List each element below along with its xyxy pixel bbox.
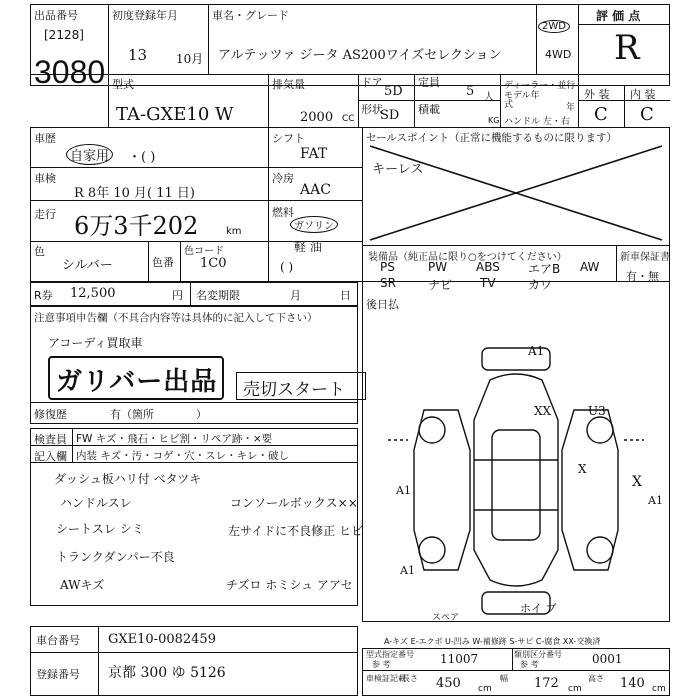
warranty-label: 新車保証書 — [620, 252, 670, 263]
fuel-label: 燃料 — [272, 206, 294, 219]
dealer-label: ディーラー・並行 — [504, 81, 576, 91]
history-paren: ・( ) — [128, 150, 156, 165]
color-code: 1C0 — [200, 256, 227, 271]
class-no-label: 類別区分番号 — [514, 650, 562, 659]
drive-2wd: 2WD — [538, 20, 570, 33]
car-diagram — [362, 340, 670, 620]
car-name-value: アルテッツァ ジータ AS200ワイズセレクション — [218, 48, 502, 63]
remark-1: ダッシュ板ハリ付 ベタツキ — [54, 472, 202, 486]
size-w-value: 172 — [534, 676, 559, 691]
shape-value: SD — [380, 108, 400, 123]
shift-value: FAT — [300, 146, 328, 162]
meigi-day: 日 — [340, 289, 351, 302]
sell-start-stamp-text: 売切スタート — [243, 380, 345, 400]
repair-value: 有（箇所 — [110, 408, 154, 421]
displacement-unit: CC — [342, 114, 355, 124]
shape-label: 形状 — [361, 103, 383, 116]
inspection-label: 車検 — [34, 172, 56, 185]
handle-label: ハンドル 左・右 — [504, 117, 570, 127]
entry-tags: 内装 キズ・汚・コゲ・穴・スレ・キレ・破し — [76, 450, 290, 462]
aircon-label: 冷房 — [272, 172, 294, 185]
capacity-unit: 人 — [484, 92, 494, 103]
entry-label: 記入欄 — [34, 450, 67, 463]
equip-abs: ABS — [476, 260, 500, 274]
after-days-label: 後日払 — [366, 298, 399, 311]
size-label: 車検証記載 — [366, 674, 406, 683]
color-value: シルバー — [62, 258, 113, 273]
interior-label: 内 装 — [630, 88, 656, 101]
interior-value: C — [640, 104, 654, 125]
size-w-label: 幅 — [500, 674, 508, 683]
recycle-label: R券 — [34, 289, 53, 302]
reg-no-label: 登録番号 — [36, 668, 80, 681]
capacity-label: 定員 — [418, 76, 440, 89]
mileage-label: 走行 — [34, 208, 56, 221]
drive-4wd: 4WD — [545, 48, 572, 61]
first-reg-label: 初度登録年月 — [112, 9, 178, 22]
repair-close: ） — [196, 408, 207, 421]
displacement-label: 排気量 — [272, 78, 305, 91]
mark-x2: X — [632, 474, 642, 490]
gulliver-stamp-text: ガリバー出品 — [56, 367, 218, 397]
mark-a1-top: A1 — [528, 344, 545, 358]
fuel-paren: ( ) — [280, 260, 294, 274]
equipment-label: 装備品（純正品に限り○をつけてください） — [368, 252, 567, 263]
equip-airbag: エアB — [528, 262, 561, 276]
remark-5: 左サイドに不良修正 ヒビ — [228, 524, 363, 538]
class-no-value: 0001 — [592, 652, 623, 666]
remark-7: AWキズ — [60, 578, 105, 592]
model-year-label: モデル年式 — [504, 91, 540, 110]
size-w-unit: cm — [568, 684, 582, 694]
recycle-value: 12,500 — [70, 286, 116, 301]
color-label: 色 — [34, 245, 45, 258]
mark-hoyo: ホイ ブ — [520, 602, 557, 615]
chassis-label: 車台番号 — [36, 634, 80, 647]
exterior-label: 外 装 — [584, 88, 610, 101]
exterior-value: C — [594, 104, 608, 125]
car-name-label: 車名・グレード — [212, 9, 289, 22]
sales-points-cross — [362, 140, 670, 245]
loading-label: 積載 — [418, 103, 440, 116]
sell-start-stamp — [236, 372, 366, 400]
mark-a-right: A1 — [648, 494, 663, 507]
size-l-label: 長さ — [402, 674, 418, 683]
size-h-label: 高さ — [588, 674, 604, 683]
capacity-value: 5 — [466, 84, 475, 99]
mark-xx: XX — [534, 404, 552, 418]
grade-value: R — [614, 28, 640, 68]
meigi-label: 名変期限 — [196, 289, 240, 302]
reg-no-value: 京都 300 ゆ 5126 — [108, 665, 226, 681]
lot-code: [2128] — [44, 28, 84, 42]
notes-line: アコーディ買取車 — [48, 336, 143, 350]
mark-a-left: A1 — [396, 484, 411, 497]
mark-spare: スペア — [432, 613, 460, 623]
model-label: 型式 — [112, 78, 134, 91]
history-label: 車歴 — [34, 132, 56, 145]
mark-x1: X — [578, 462, 587, 476]
equip-pw: PW — [428, 260, 448, 274]
color-code-label: 色コード — [184, 246, 224, 257]
equip-navi: ナビ — [428, 278, 453, 292]
sales-points-label: セールスポイント（正常に機能するものに限ります） — [366, 132, 618, 144]
sales-points-value: キーレス — [372, 162, 424, 177]
equip-ps: PS — [380, 260, 395, 274]
inspector-label: 検査員 — [34, 433, 67, 446]
grade-label: 評 価 点 — [596, 9, 641, 23]
lot-label: 出品番号 — [34, 9, 78, 22]
mark-u3: U3 — [588, 404, 606, 418]
equip-aw: AW — [580, 260, 600, 274]
remark-2: ハンドルスレ — [60, 496, 132, 510]
displacement-value: 2000 — [300, 110, 334, 125]
first-reg-year: 13 — [128, 46, 148, 64]
model-year-unit: 年 — [566, 103, 576, 113]
type-no-label: 型式指定番号 — [366, 650, 414, 659]
equip-leather: カワ — [528, 278, 553, 292]
remark-3: コンソールボックス×× — [230, 496, 358, 510]
warranty-value: 有・無 — [626, 270, 659, 283]
recycle-unit: 円 — [172, 289, 183, 302]
repair-label: 修復歴 — [34, 408, 67, 421]
lot-number: 3080 — [34, 54, 106, 90]
equip-sr: SR — [380, 276, 396, 290]
color-num-label: 色番 — [152, 256, 174, 269]
mark-kimohuta: A1 — [400, 564, 415, 577]
model-value: TA-GXE10 W — [116, 104, 234, 125]
chassis-value: GXE10-0082459 — [108, 632, 216, 647]
remark-4: シートスレ シミ — [56, 522, 144, 536]
mileage-value: 6万3千202 — [74, 212, 199, 240]
remark-8: チズロ ホミシュ アアセ — [226, 578, 353, 592]
type-no-ref: 参 考 — [372, 660, 391, 669]
aircon-value: AAC — [300, 182, 331, 198]
fuel-diesel: 軽 油 — [294, 240, 322, 254]
shift-label: シフト — [272, 132, 305, 145]
inspection-value: R 8年 10 月( 11 日) — [74, 186, 195, 201]
size-l-value: 450 — [436, 676, 461, 691]
remark-6: トランクダンパー不良 — [56, 550, 175, 564]
equip-tv: TV — [480, 276, 496, 290]
class-no-ref: 参 考 — [520, 660, 539, 669]
fuel-gasoline: ガソリン — [290, 216, 338, 233]
legend-text: A-キズ E-エクボ U-凹み W-補修跡 S-サビ C-腐食 XX-交換済 — [384, 637, 601, 646]
inspector-tags: FW キズ・飛石・ヒビ割・リペア跡・×要 — [76, 433, 273, 445]
doors-value: 5D — [384, 84, 403, 99]
notes-title: 注意事項申告欄（不具合内容等は具体的に記入して下さい） — [34, 312, 318, 324]
size-h-unit: cm — [652, 684, 666, 694]
first-reg-month: 10月 — [176, 52, 204, 66]
doors-label: ドア — [361, 76, 383, 89]
loading-unit: KG — [488, 116, 500, 125]
type-no-value: 11007 — [440, 652, 479, 666]
size-l-unit: cm — [478, 684, 492, 694]
size-h-value: 140 — [620, 676, 645, 691]
gulliver-stamp — [48, 356, 224, 400]
history-value: 自家用 — [66, 144, 113, 165]
meigi-month: 月 — [290, 289, 301, 302]
mileage-unit: km — [226, 226, 242, 237]
